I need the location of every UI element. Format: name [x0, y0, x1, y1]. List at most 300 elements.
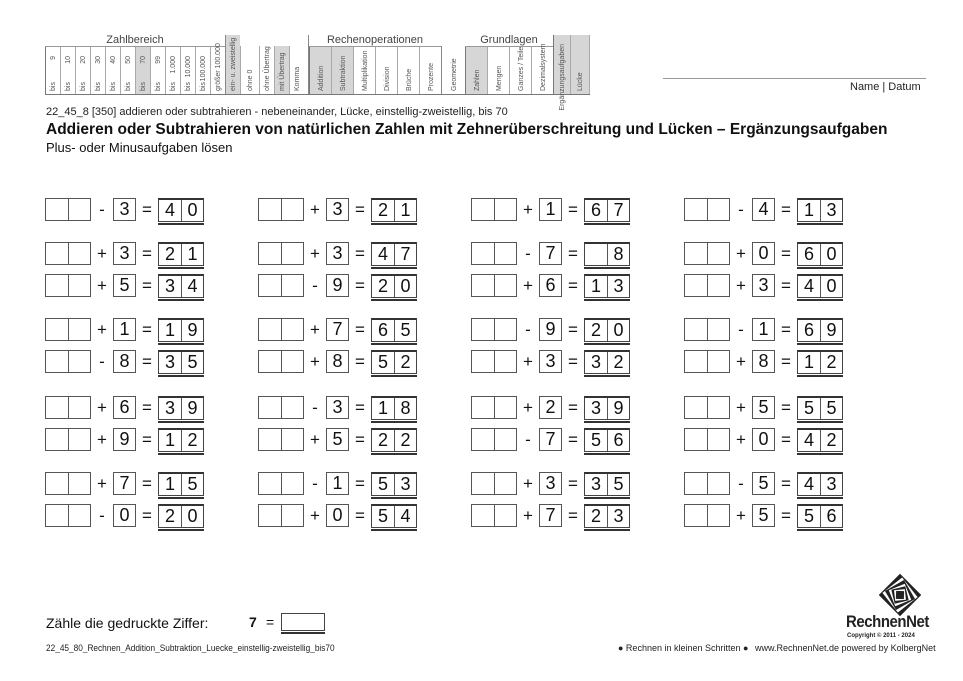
- answer-tens-cell[interactable]: [46, 275, 68, 296]
- operator: -: [525, 429, 531, 449]
- result-tens: 2: [164, 243, 175, 264]
- exercise: [45, 242, 204, 265]
- exercise: [258, 242, 417, 265]
- result-ones: 2: [394, 430, 416, 451]
- result-box: [371, 504, 417, 528]
- answer-input-pair[interactable]: [258, 318, 304, 341]
- result-box: [584, 318, 630, 342]
- result-box: [584, 428, 630, 452]
- result-ones: 8: [394, 398, 416, 419]
- equals-sign: =: [142, 505, 152, 525]
- exercise: [684, 198, 843, 221]
- answer-input-pair[interactable]: [684, 350, 730, 373]
- operand-box: 2: [539, 396, 562, 419]
- answer-input-pair[interactable]: [258, 504, 304, 527]
- result-ones: 3: [607, 506, 629, 527]
- answer-input-pair[interactable]: [258, 428, 304, 451]
- operand-box: 7: [539, 242, 562, 265]
- operator: -: [99, 505, 105, 525]
- answer-ones-cell[interactable]: [707, 429, 729, 450]
- result-ones: 6: [607, 430, 629, 451]
- result-ones: 2: [820, 430, 842, 451]
- brand-name: RechnenNet: [846, 612, 929, 631]
- answer-input-pair[interactable]: [258, 242, 304, 265]
- answer-tens-cell[interactable]: [685, 275, 707, 296]
- equals-sign: =: [781, 351, 791, 371]
- exercise: [45, 396, 204, 419]
- result-tens: 1: [803, 199, 814, 220]
- worksheet-meta: 22_45_8 [350] addieren oder subtrahieren - nebeneinander, Lücke, einstellig-zweistellig, bis 70: [46, 106, 508, 118]
- equals-sign: =: [355, 199, 365, 219]
- col-geometrie: Geometrie: [441, 46, 465, 94]
- exercise: [684, 396, 843, 419]
- result-ones: 0: [820, 244, 842, 265]
- equals-sign: =: [142, 351, 152, 371]
- equals-sign: =: [781, 319, 791, 339]
- operand-box: 3: [326, 242, 349, 265]
- answer-tens-cell[interactable]: [259, 351, 281, 372]
- answer-input-pair[interactable]: [684, 504, 730, 527]
- result-box: [797, 396, 843, 420]
- exercise: [258, 318, 417, 341]
- group-zahlbereich: [45, 35, 225, 94]
- operator: +: [523, 505, 533, 525]
- equals-sign: =: [355, 429, 365, 449]
- operand-box: 1: [539, 198, 562, 221]
- answer-input-pair[interactable]: [471, 428, 517, 451]
- answer-input-pair[interactable]: [45, 350, 91, 373]
- answer-tens-cell[interactable]: [685, 243, 707, 264]
- answer-input-pair[interactable]: [258, 350, 304, 373]
- group-aufgabentyp: [553, 35, 590, 111]
- answer-ones-cell[interactable]: [707, 473, 729, 494]
- result-ones: 2: [820, 352, 842, 373]
- group-title: Rechenoperationen: [309, 35, 441, 47]
- result-ones: 9: [607, 398, 629, 419]
- exercise: [471, 428, 630, 451]
- answer-tens-cell[interactable]: [472, 473, 494, 494]
- operand-box: 9: [326, 274, 349, 297]
- answer-ones-cell[interactable]: [281, 351, 303, 372]
- exercise: [471, 274, 630, 297]
- answer-tens-cell[interactable]: [472, 505, 494, 526]
- footer-url[interactable]: www.RechnenNet.de powered by KolbergNet: [755, 643, 936, 653]
- operand-box: 7: [113, 472, 136, 495]
- answer-input-pair[interactable]: [45, 318, 91, 341]
- exercise: [45, 504, 204, 527]
- exercise: [684, 504, 843, 527]
- result-tens: 1: [803, 351, 814, 372]
- answer-input-pair[interactable]: [45, 396, 91, 419]
- answer-tens-cell[interactable]: [259, 429, 281, 450]
- answer-ones-cell[interactable]: [281, 473, 303, 494]
- answer-input-pair[interactable]: [471, 472, 517, 495]
- col-bis-20: 20 bis: [75, 47, 90, 94]
- result-box: [584, 504, 630, 528]
- answer-tens-cell[interactable]: [472, 243, 494, 264]
- answer-tens-cell[interactable]: [46, 199, 68, 220]
- operand-box: 5: [113, 274, 136, 297]
- answer-ones-cell[interactable]: [707, 319, 729, 340]
- operator: -: [525, 243, 531, 263]
- equals-sign: =: [142, 319, 152, 339]
- answer-ones-cell[interactable]: [494, 473, 516, 494]
- answer-ones-cell[interactable]: [707, 275, 729, 296]
- answer-input-pair[interactable]: [684, 198, 730, 221]
- answer-ones-cell[interactable]: [68, 429, 90, 450]
- col-addition: Addition: [309, 47, 331, 94]
- answer-tens-cell[interactable]: [472, 199, 494, 220]
- name-date-line[interactable]: [663, 78, 926, 79]
- operator: -: [525, 319, 531, 339]
- exercise: [471, 396, 630, 419]
- operand-box: 3: [326, 198, 349, 221]
- answer-input-pair[interactable]: [684, 274, 730, 297]
- answer-tens-cell[interactable]: [472, 275, 494, 296]
- answer-ones-cell[interactable]: [68, 505, 90, 526]
- col-mit-uebertrag: mit Übertrag: [274, 46, 289, 94]
- answer-tens-cell[interactable]: [259, 275, 281, 296]
- exercise: [471, 504, 630, 527]
- answer-ones-cell[interactable]: [281, 505, 303, 526]
- answer-input-pair[interactable]: [684, 472, 730, 495]
- answer-ones-cell[interactable]: [494, 319, 516, 340]
- answer-ones-cell[interactable]: [494, 397, 516, 418]
- footer-slogan: ● Rechnen in kleinen Schritten ●: [618, 643, 749, 653]
- count-task-digit: 7: [249, 614, 257, 630]
- answer-tens-cell[interactable]: [259, 505, 281, 526]
- equals-sign: =: [568, 505, 578, 525]
- answer-tens-cell[interactable]: [472, 351, 494, 372]
- answer-input-pair[interactable]: [471, 318, 517, 341]
- exercise: [258, 504, 417, 527]
- col-luecke: Lücke: [570, 35, 590, 94]
- answer-tens-cell[interactable]: [46, 319, 68, 340]
- equals-sign: =: [568, 473, 578, 493]
- answer-input-pair[interactable]: [471, 198, 517, 221]
- answer-input-pair[interactable]: [471, 350, 517, 373]
- answer-input-pair[interactable]: [45, 242, 91, 265]
- group-title: Grundlagen: [465, 35, 553, 47]
- answer-ones-cell[interactable]: [494, 505, 516, 526]
- answer-tens-cell[interactable]: [685, 473, 707, 494]
- answer-tens-cell[interactable]: [259, 199, 281, 220]
- copyright: Copyright © 2011 - 2024: [847, 633, 915, 639]
- answer-tens-cell[interactable]: [685, 429, 707, 450]
- worksheet-title: Addieren oder Subtrahieren von natürlichen Zahlen mit Zehnerüberschreitung und Lücken – Ergänzungsaufgaben: [46, 121, 888, 138]
- answer-ones-cell[interactable]: [707, 505, 729, 526]
- operand-box: 0: [326, 504, 349, 527]
- answer-input-pair[interactable]: [684, 318, 730, 341]
- answer-tens-cell[interactable]: [685, 319, 707, 340]
- operand-box: 1: [326, 472, 349, 495]
- result-ones: 0: [181, 506, 203, 527]
- result-tens: 5: [377, 351, 388, 372]
- count-answer-box[interactable]: [281, 613, 325, 631]
- result-ones: 5: [181, 474, 203, 495]
- answer-ones-cell[interactable]: [281, 397, 303, 418]
- operator: +: [736, 275, 746, 295]
- result-tens: 2: [377, 429, 388, 450]
- result-ones: 7: [607, 200, 629, 221]
- answer-tens-cell[interactable]: [472, 319, 494, 340]
- answer-tens-cell[interactable]: [46, 505, 68, 526]
- result-box: [584, 396, 630, 420]
- result-tens: 1: [164, 473, 175, 494]
- answer-input-pair[interactable]: [45, 428, 91, 451]
- result-tens: 4: [164, 199, 175, 220]
- result-tens: 5: [803, 505, 814, 526]
- exercise: [45, 428, 204, 451]
- result-tens: 2: [590, 319, 601, 340]
- result-tens: 4: [803, 275, 814, 296]
- exercise: [684, 274, 843, 297]
- equals-sign: =: [568, 351, 578, 371]
- col-ohne-uebertrag: ohne Übertrag: [259, 46, 274, 94]
- answer-input-pair[interactable]: [684, 242, 730, 265]
- result-ones: 0: [820, 276, 842, 297]
- operator: +: [310, 505, 320, 525]
- equals-sign: =: [781, 275, 791, 295]
- operator: -: [99, 351, 105, 371]
- result-ones: 3: [394, 474, 416, 495]
- col-bis-10: 10 bis: [60, 47, 75, 94]
- operator: +: [523, 199, 533, 219]
- answer-input-pair[interactable]: [471, 242, 517, 265]
- result-tens: 2: [590, 505, 601, 526]
- operand-box: 8: [326, 350, 349, 373]
- exercise: [684, 472, 843, 495]
- answer-tens-cell[interactable]: [46, 243, 68, 264]
- result-ones: 0: [607, 320, 629, 341]
- answer-input-pair[interactable]: [684, 396, 730, 419]
- result-ones: 2: [394, 352, 416, 373]
- answer-tens-cell[interactable]: [46, 397, 68, 418]
- exercise: [471, 242, 630, 265]
- operator: +: [523, 351, 533, 371]
- answer-ones-cell[interactable]: [68, 275, 90, 296]
- col-bis-99: 99 bis: [150, 47, 165, 94]
- answer-tens-cell[interactable]: [685, 505, 707, 526]
- answer-ones-cell[interactable]: [281, 199, 303, 220]
- equals-sign: =: [568, 243, 578, 263]
- answer-ones-cell[interactable]: [707, 397, 729, 418]
- col-prozente: Prozente: [419, 47, 441, 94]
- result-ones: 2: [607, 352, 629, 373]
- answer-tens-cell[interactable]: [259, 473, 281, 494]
- result-box: [371, 242, 417, 266]
- answer-tens-cell[interactable]: [685, 199, 707, 220]
- result-tens: 3: [164, 275, 175, 296]
- result-tens: 5: [803, 397, 814, 418]
- footer-filename: 22_45_80_Rechnen_Addition_Subtraktion_Luecke_einstellig-zweistellig_bis70: [46, 643, 335, 653]
- col-ein-zweistellig: ein- u. zweistellig: [225, 35, 240, 94]
- answer-ones-cell[interactable]: [494, 429, 516, 450]
- answer-tens-cell[interactable]: [685, 397, 707, 418]
- answer-ones-cell[interactable]: [494, 243, 516, 264]
- group-title: Zahlbereich: [45, 35, 225, 47]
- result-ones: 0: [394, 276, 416, 297]
- exercise: [471, 318, 630, 341]
- col-multiplikation: Multiplikation: [353, 47, 375, 94]
- operator: +: [97, 429, 107, 449]
- answer-ones-cell[interactable]: [281, 319, 303, 340]
- group-grundlagen: [465, 35, 553, 94]
- result-tens: 2: [377, 199, 388, 220]
- operand-box: 7: [539, 504, 562, 527]
- result-tens: 1: [377, 397, 388, 418]
- col-ohne-0: ohne 0: [240, 46, 259, 94]
- exercise: [471, 472, 630, 495]
- result-tens: 2: [164, 505, 175, 526]
- result-ones: 0: [181, 200, 203, 221]
- answer-input-pair[interactable]: [45, 504, 91, 527]
- operator: -: [312, 275, 318, 295]
- operator: +: [736, 351, 746, 371]
- answer-ones-cell[interactable]: [68, 351, 90, 372]
- operand-box: 3: [539, 472, 562, 495]
- equals-sign: =: [781, 397, 791, 417]
- answer-tens-cell[interactable]: [259, 243, 281, 264]
- exercise: [45, 350, 204, 373]
- operand-box: 9: [539, 318, 562, 341]
- answer-input-pair[interactable]: [45, 472, 91, 495]
- operand-box: 5: [326, 428, 349, 451]
- operator: +: [97, 275, 107, 295]
- equals-sign: =: [355, 351, 365, 371]
- equals-sign: =: [142, 275, 152, 295]
- operand-box: 1: [752, 318, 775, 341]
- equals-sign: =: [781, 243, 791, 263]
- worksheet-subtitle: Plus- oder Minusaufgaben lösen: [46, 140, 233, 155]
- equals-sign: =: [142, 473, 152, 493]
- answer-input-pair[interactable]: [258, 274, 304, 297]
- answer-tens-cell[interactable]: [472, 429, 494, 450]
- result-ones: 3: [820, 200, 842, 221]
- result-ones: 9: [181, 398, 203, 419]
- answer-input-pair[interactable]: [258, 472, 304, 495]
- exercise: [45, 318, 204, 341]
- answer-ones-cell[interactable]: [281, 275, 303, 296]
- answer-input-pair[interactable]: [45, 274, 91, 297]
- result-box: [797, 472, 843, 496]
- equals-sign: =: [568, 397, 578, 417]
- result-tens: 6: [590, 199, 601, 220]
- operand-box: 3: [539, 350, 562, 373]
- answer-input-pair[interactable]: [684, 428, 730, 451]
- result-box: [797, 428, 843, 452]
- operand-box: 0: [752, 428, 775, 451]
- result-box: [158, 428, 204, 452]
- answer-ones-cell[interactable]: [68, 319, 90, 340]
- answer-ones-cell[interactable]: [707, 243, 729, 264]
- result-box: [371, 428, 417, 452]
- answer-ones-cell[interactable]: [494, 275, 516, 296]
- equals-sign: =: [568, 199, 578, 219]
- result-tens: 6: [377, 319, 388, 340]
- answer-tens-cell[interactable]: [46, 429, 68, 450]
- result-ones: 5: [181, 352, 203, 373]
- result-ones: 7: [394, 244, 416, 265]
- answer-ones-cell[interactable]: [707, 199, 729, 220]
- answer-input-pair[interactable]: [45, 198, 91, 221]
- equals-sign: =: [355, 397, 365, 417]
- col-groesser-100000: größer 100.000: [210, 47, 225, 94]
- equals-sign: =: [142, 397, 152, 417]
- answer-tens-cell[interactable]: [259, 397, 281, 418]
- operator: +: [523, 275, 533, 295]
- exercise: [684, 350, 843, 373]
- answer-input-pair[interactable]: [471, 274, 517, 297]
- result-box: [584, 472, 630, 496]
- exercise: [258, 396, 417, 419]
- count-task-label: Zähle die gedruckte Ziffer:: [46, 615, 209, 631]
- result-tens: 5: [377, 505, 388, 526]
- answer-tens-cell[interactable]: [685, 351, 707, 372]
- answer-ones-cell[interactable]: [281, 243, 303, 264]
- operator: +: [736, 397, 746, 417]
- result-ones: 2: [181, 430, 203, 451]
- result-tens: 5: [590, 429, 601, 450]
- result-tens: 3: [164, 351, 175, 372]
- answer-ones-cell[interactable]: [68, 473, 90, 494]
- answer-tens-cell[interactable]: [472, 397, 494, 418]
- answer-ones-cell[interactable]: [68, 199, 90, 220]
- answer-ones-cell[interactable]: [494, 199, 516, 220]
- operator: -: [312, 473, 318, 493]
- answer-input-pair[interactable]: [471, 396, 517, 419]
- answer-ones-cell[interactable]: [494, 351, 516, 372]
- equals-sign: =: [781, 199, 791, 219]
- exercise: [684, 428, 843, 451]
- answer-tens-cell[interactable]: [46, 473, 68, 494]
- answer-input-pair[interactable]: [258, 198, 304, 221]
- col-zahlen: Zahlen: [465, 47, 487, 94]
- answer-input-pair[interactable]: [471, 504, 517, 527]
- answer-ones-cell[interactable]: [68, 243, 90, 264]
- col-ganzes-teile: Ganzes / Teile: [509, 47, 531, 94]
- operator: +: [310, 319, 320, 339]
- result-box: [158, 504, 204, 528]
- answer-input-pair[interactable]: [258, 396, 304, 419]
- answer-ones-cell[interactable]: [707, 351, 729, 372]
- answer-ones-cell[interactable]: [281, 429, 303, 450]
- exercise: [258, 274, 417, 297]
- result-tens: 2: [377, 275, 388, 296]
- operand-box: 5: [752, 472, 775, 495]
- answer-tens-cell[interactable]: [46, 351, 68, 372]
- operator: +: [736, 243, 746, 263]
- exercise: [258, 428, 417, 451]
- spiral-square-logo-icon: [876, 573, 924, 617]
- result-tens: 3: [590, 473, 601, 494]
- result-box: [797, 274, 843, 298]
- operator: +: [310, 429, 320, 449]
- result-box: [158, 198, 204, 222]
- answer-tens-cell[interactable]: [259, 319, 281, 340]
- answer-ones-cell[interactable]: [68, 397, 90, 418]
- operand-box: 8: [752, 350, 775, 373]
- operator: -: [738, 199, 744, 219]
- operator: +: [97, 319, 107, 339]
- result-box: [797, 350, 843, 374]
- result-box: [371, 472, 417, 496]
- operand-box: 6: [539, 274, 562, 297]
- equals-sign: =: [355, 505, 365, 525]
- col-ergaenzungsaufgaben: Ergänzungsaufgaben: [553, 35, 570, 94]
- col-division: Division: [375, 47, 397, 94]
- equals-sign: =: [568, 429, 578, 449]
